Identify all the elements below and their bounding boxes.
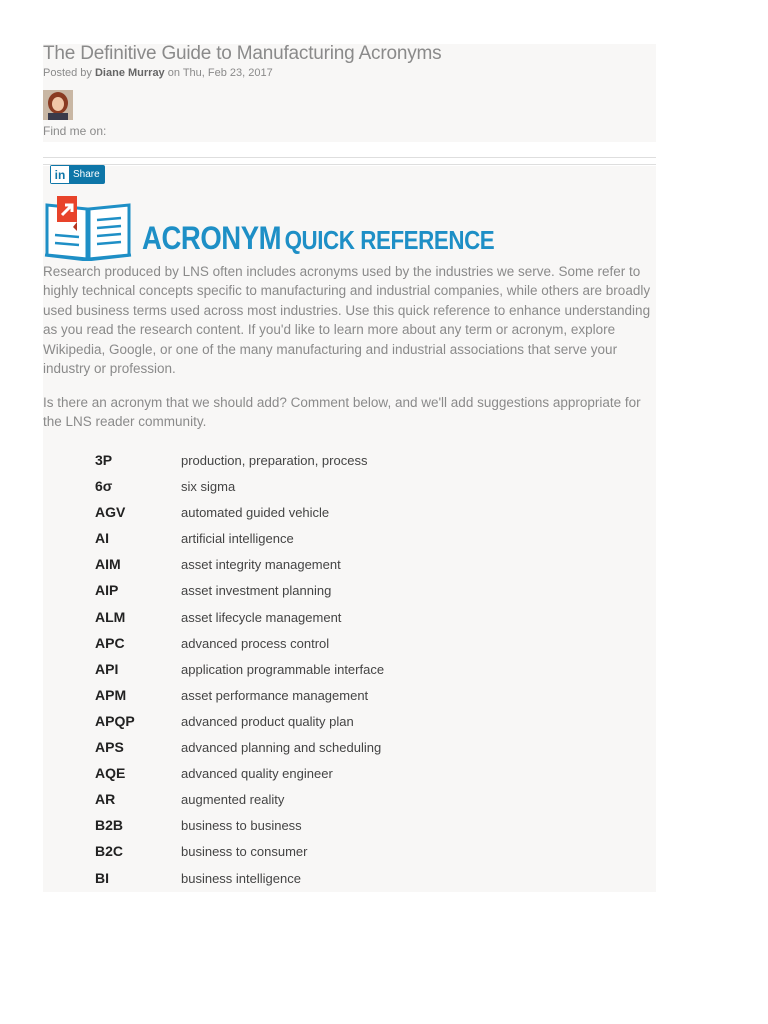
- acronym-definition: asset investment planning: [181, 583, 332, 599]
- acronym-definition: six sigma: [181, 479, 236, 495]
- banner-word-quick-reference: QUICK REFERENCE: [284, 225, 495, 255]
- acronym-definition: advanced quality engineer: [181, 766, 333, 782]
- acronym-definition: production, preparation, process: [181, 453, 368, 468]
- acronym-row: [95, 739, 595, 765]
- acronym-definition: business to business: [181, 818, 302, 834]
- acronym-definition: advanced planning and scheduling: [181, 740, 382, 756]
- acronym-abbr: AGV: [95, 504, 126, 521]
- acronym-abbr: APS: [95, 739, 124, 756]
- acronym-row: [95, 791, 595, 817]
- acronym-abbr: AR: [95, 791, 116, 808]
- acronym-row: [95, 687, 595, 713]
- acronym-abbr: B2C: [95, 843, 124, 860]
- acronym-row: [95, 452, 595, 478]
- acronym-row: [95, 635, 595, 661]
- acronym-row: [95, 530, 595, 556]
- acronym-definition: asset integrity management: [181, 557, 341, 573]
- acronym-abbr: B2B: [95, 817, 124, 834]
- acronym-abbr: APQP: [95, 712, 135, 729]
- intro-paragraph: Research produced by LNS often includes acronyms used by the industries we serve. Some refer to highly technical concepts specific to manufacturing and industrial companies, while others are broadly used business terms used across most industries. Use this quick reference to enhance understanding as you read the research content. If you'd like to learn more about any term or acronym, explore Wikipedia, Google, or one of the many manufacturing and industrial associations that serve your industry or profession.: [43, 264, 651, 377]
- acronym-abbr: ALM: [95, 608, 126, 625]
- find-me-label: Find me on:: [43, 124, 107, 138]
- posted-by-label: Posted by: [43, 67, 95, 79]
- acronym-definition: advanced product quality plan: [181, 713, 354, 729]
- author-link[interactable]: Diane Murray: [94, 67, 165, 79]
- acronym-row: [95, 817, 595, 843]
- acronym-row: [95, 843, 595, 869]
- acronym-definition: automated guided vehicle: [181, 505, 330, 521]
- acronym-row: [95, 609, 595, 635]
- linkedin-share-button[interactable]: [50, 165, 105, 184]
- acronym-row: [95, 556, 595, 582]
- acronym-definition: business to consumer: [181, 844, 308, 860]
- acronym-abbr: BI: [95, 869, 109, 886]
- acronym-abbr: APM: [95, 686, 127, 703]
- acronym-definition: business intelligence: [181, 870, 301, 886]
- book-icon: [43, 193, 133, 261]
- page-title: The Definitive Guide to Manufacturing Acronyms: [43, 43, 442, 64]
- avatar[interactable]: [43, 90, 73, 120]
- acronym-row: [95, 661, 595, 687]
- acronym-row: [95, 870, 595, 896]
- acronym-row: [95, 478, 595, 504]
- divider: [43, 157, 656, 158]
- acronym-definition: advanced process control: [181, 635, 330, 651]
- post-date: on Thu, Feb 23, 2017: [164, 67, 273, 79]
- acronym-definition: asset performance management: [181, 687, 369, 703]
- acronym-abbr: AIM: [95, 556, 121, 573]
- divider: [43, 164, 656, 165]
- acronym-abbr: AI: [95, 530, 109, 547]
- banner-title: [142, 220, 494, 257]
- share-label: Share: [73, 169, 100, 180]
- acronym-row: [95, 504, 595, 530]
- acronym-row: [95, 713, 595, 739]
- acronym-definition: asset lifecycle management: [181, 609, 342, 625]
- acronym-definition: augmented reality: [181, 792, 285, 808]
- acronym-definition: artificial intelligence: [181, 531, 294, 547]
- acronym-row: [95, 582, 595, 608]
- acronym-row: [95, 765, 595, 791]
- acronym-abbr: 3P: [95, 452, 113, 468]
- acronym-abbr: AIP: [95, 582, 119, 599]
- acronym-list: [95, 452, 595, 896]
- acronym-abbr: APC: [95, 634, 125, 651]
- linkedin-icon: in: [51, 166, 69, 183]
- banner-word-acronym: ACRONYM: [142, 220, 282, 256]
- acronym-abbr: AQE: [95, 765, 126, 782]
- byline: [43, 67, 273, 79]
- acronym-definition: application programmable interface: [181, 661, 385, 677]
- acronym-abbr: 6σ: [95, 478, 113, 495]
- acronym-abbr: API: [95, 660, 119, 677]
- question-paragraph: Is there an acronym that we should add? Comment below, and we'll add suggestions appropriate for the LNS reader community.: [43, 395, 641, 430]
